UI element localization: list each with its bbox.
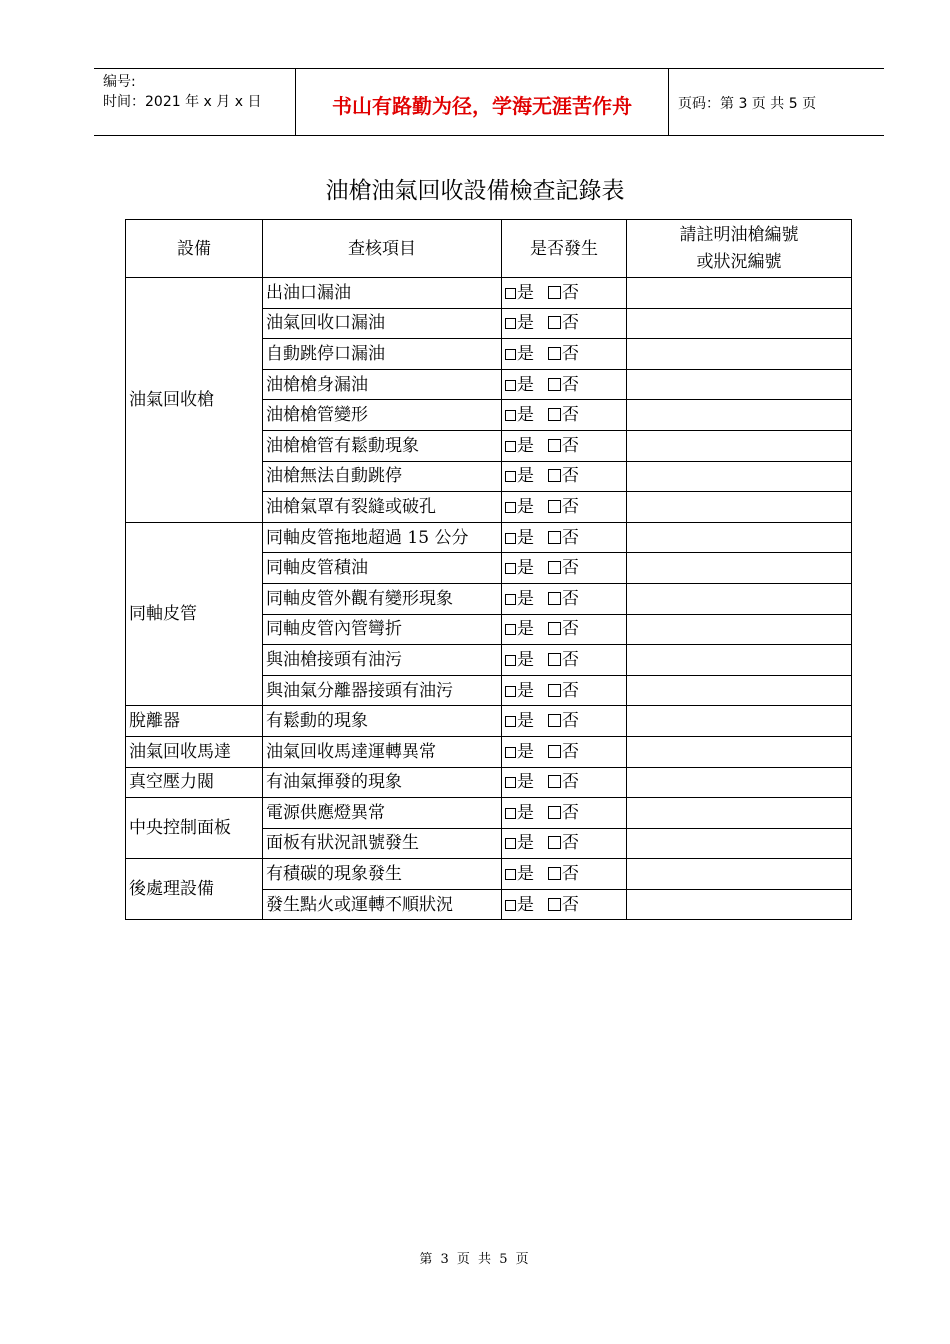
check-item: 與油氣分離器接頭有油污 — [263, 675, 502, 706]
yes-label: 是 — [517, 405, 534, 426]
equipment-category: 油氣回收馬達 — [126, 736, 263, 767]
yes-checkbox[interactable] — [505, 349, 516, 360]
yes-label: 是 — [517, 435, 534, 456]
yes-label: 是 — [517, 466, 534, 487]
note-cell[interactable] — [627, 522, 852, 553]
yes-label: 是 — [517, 680, 534, 701]
page-footer: 第 3 页 共 5 页 — [419, 1252, 531, 1267]
no-label: 否 — [562, 343, 579, 364]
yes-label: 是 — [517, 864, 534, 885]
table-row — [126, 798, 852, 829]
note-cell[interactable] — [627, 798, 852, 829]
occurred-options — [502, 461, 627, 492]
no-checkbox[interactable] — [548, 316, 561, 329]
occurred-options — [502, 828, 627, 859]
occurred-options — [502, 798, 627, 829]
check-item: 有鬆動的現象 — [263, 706, 502, 737]
yes-checkbox[interactable] — [505, 838, 516, 849]
occurred-options — [502, 553, 627, 584]
note-cell[interactable] — [627, 553, 852, 584]
no-label: 否 — [562, 313, 579, 334]
table-row — [126, 736, 852, 767]
yes-label: 是 — [517, 588, 534, 609]
no-checkbox[interactable] — [548, 745, 561, 758]
column-header-note — [627, 220, 852, 278]
no-checkbox[interactable] — [548, 408, 561, 421]
inspection-table — [125, 219, 852, 920]
check-item: 油槍槍管變形 — [263, 400, 502, 431]
note-cell[interactable] — [627, 461, 852, 492]
note-cell[interactable] — [627, 430, 852, 461]
occurred-options — [502, 736, 627, 767]
occurred-options — [502, 645, 627, 676]
occurred-options — [502, 675, 627, 706]
no-checkbox[interactable] — [548, 500, 561, 513]
header-motto: 书山有路勤为径，学海无涯苦作舟 — [332, 94, 632, 118]
table-body — [126, 278, 852, 920]
table-row — [126, 522, 852, 553]
check-item: 同軸皮管積油 — [263, 553, 502, 584]
no-checkbox[interactable] — [548, 653, 561, 666]
check-item: 有積碳的現象發生 — [263, 859, 502, 890]
occurred-options — [502, 308, 627, 339]
no-label: 否 — [562, 374, 579, 395]
header-top-rule — [94, 68, 884, 69]
no-label: 否 — [562, 772, 579, 793]
no-checkbox[interactable] — [548, 439, 561, 452]
note-cell[interactable] — [627, 889, 852, 920]
occurred-options — [502, 583, 627, 614]
note-cell[interactable] — [627, 736, 852, 767]
no-checkbox[interactable] — [548, 836, 561, 849]
no-checkbox[interactable] — [548, 561, 561, 574]
yes-checkbox[interactable] — [505, 624, 516, 635]
yes-checkbox[interactable] — [505, 380, 516, 391]
yes-checkbox[interactable] — [505, 563, 516, 574]
yes-label: 是 — [517, 527, 534, 548]
table-header-row — [126, 220, 852, 278]
equipment-category: 後處理設備 — [126, 859, 263, 920]
table-row — [126, 859, 852, 890]
no-label: 否 — [562, 558, 579, 579]
no-label: 否 — [562, 405, 579, 426]
equipment-category: 同軸皮管 — [126, 522, 263, 706]
equipment-category: 真空壓力閥 — [126, 767, 263, 798]
yes-label: 是 — [517, 772, 534, 793]
check-item: 油氣回收馬達運轉異常 — [263, 736, 502, 767]
yes-checkbox[interactable] — [505, 410, 516, 421]
page-title: 油槍油氣回收設備檢查記錄表 — [325, 178, 625, 204]
check-item: 自動跳停口漏油 — [263, 339, 502, 370]
yes-label: 是 — [517, 313, 534, 334]
document-number-label: 编号: — [103, 74, 136, 90]
note-cell[interactable] — [627, 828, 852, 859]
no-checkbox[interactable] — [548, 684, 561, 697]
occurred-options — [502, 614, 627, 645]
yes-checkbox[interactable] — [505, 686, 516, 697]
occurred-options — [502, 767, 627, 798]
header-page-indicator: 页码：第 3 页 共 5 页 — [678, 96, 817, 112]
no-checkbox[interactable] — [548, 592, 561, 605]
check-item: 油槍氣罩有裂縫或破孔 — [263, 492, 502, 523]
check-item: 同軸皮管內管彎折 — [263, 614, 502, 645]
yes-label: 是 — [517, 711, 534, 732]
no-label: 否 — [562, 802, 579, 823]
no-checkbox[interactable] — [548, 622, 561, 635]
yes-checkbox[interactable] — [505, 594, 516, 605]
no-label: 否 — [562, 588, 579, 609]
yes-label: 是 — [517, 282, 534, 303]
check-item: 發生點火或運轉不順狀況 — [263, 889, 502, 920]
yes-checkbox[interactable] — [505, 318, 516, 329]
check-item: 有油氣揮發的現象 — [263, 767, 502, 798]
yes-checkbox[interactable] — [505, 288, 516, 299]
check-item: 油槍槍身漏油 — [263, 369, 502, 400]
no-label: 否 — [562, 527, 579, 548]
column-header-equipment: 設備 — [126, 220, 263, 278]
yes-label: 是 — [517, 741, 534, 762]
no-label: 否 — [562, 680, 579, 701]
yes-checkbox[interactable] — [505, 441, 516, 452]
column-header-occurred: 是否發生 — [502, 220, 627, 278]
no-label: 否 — [562, 466, 579, 487]
column-header-note-line2: 或狀況編號 — [696, 251, 782, 272]
yes-label: 是 — [517, 619, 534, 640]
occurred-options — [502, 430, 627, 461]
no-label: 否 — [562, 833, 579, 854]
occurred-options — [502, 278, 627, 309]
occurred-options — [502, 889, 627, 920]
check-item: 面板有狀況訊號發生 — [263, 828, 502, 859]
yes-label: 是 — [517, 496, 534, 517]
equipment-category: 脫離器 — [126, 706, 263, 737]
yes-label: 是 — [517, 894, 534, 915]
yes-checkbox[interactable] — [505, 747, 516, 758]
occurred-options — [502, 369, 627, 400]
occurred-options — [502, 859, 627, 890]
check-item: 出油口漏油 — [263, 278, 502, 309]
no-label: 否 — [562, 282, 579, 303]
yes-checkbox[interactable] — [505, 471, 516, 482]
yes-label: 是 — [517, 558, 534, 579]
occurred-options — [502, 522, 627, 553]
no-label: 否 — [562, 894, 579, 915]
no-label: 否 — [562, 619, 579, 640]
check-item: 油氣回收口漏油 — [263, 308, 502, 339]
no-checkbox[interactable] — [548, 286, 561, 299]
check-item: 同軸皮管外觀有變形現象 — [263, 583, 502, 614]
occurred-options — [502, 400, 627, 431]
no-checkbox[interactable] — [548, 867, 561, 880]
check-item: 油槍槍管有鬆動現象 — [263, 430, 502, 461]
column-header-note-line1: 請註明油槍編號 — [679, 224, 799, 245]
no-checkbox[interactable] — [548, 531, 561, 544]
note-cell[interactable] — [627, 400, 852, 431]
note-cell[interactable] — [627, 675, 852, 706]
header-divider — [668, 68, 669, 135]
no-checkbox[interactable] — [548, 347, 561, 360]
check-item: 電源供應燈異常 — [263, 798, 502, 829]
yes-label: 是 — [517, 374, 534, 395]
no-checkbox[interactable] — [548, 806, 561, 819]
header-bottom-rule — [94, 135, 884, 136]
note-cell[interactable] — [627, 278, 852, 309]
check-item: 同軸皮管拖地超過 15 公分 — [263, 522, 502, 553]
note-cell[interactable] — [627, 767, 852, 798]
note-cell[interactable] — [627, 308, 852, 339]
no-checkbox[interactable] — [548, 714, 561, 727]
yes-label: 是 — [517, 833, 534, 854]
no-label: 否 — [562, 496, 579, 517]
check-item: 油槍無法自動跳停 — [263, 461, 502, 492]
note-cell[interactable] — [627, 492, 852, 523]
note-cell[interactable] — [627, 859, 852, 890]
yes-checkbox[interactable] — [505, 777, 516, 788]
no-label: 否 — [562, 649, 579, 670]
table-row — [126, 706, 852, 737]
note-cell[interactable] — [627, 614, 852, 645]
header-meta — [103, 72, 261, 112]
document-time-label: 时间：2021 年 x 月 x 日 — [103, 94, 262, 110]
yes-checkbox[interactable] — [505, 533, 516, 544]
occurred-options — [502, 492, 627, 523]
note-cell[interactable] — [627, 706, 852, 737]
yes-checkbox[interactable] — [505, 900, 516, 911]
no-checkbox[interactable] — [548, 469, 561, 482]
yes-checkbox[interactable] — [505, 502, 516, 513]
yes-checkbox[interactable] — [505, 716, 516, 727]
no-label: 否 — [562, 864, 579, 885]
no-label: 否 — [562, 435, 579, 456]
yes-checkbox[interactable] — [505, 808, 516, 819]
equipment-category: 油氣回收槍 — [126, 278, 263, 523]
no-checkbox[interactable] — [548, 775, 561, 788]
table-row — [126, 278, 852, 309]
equipment-category: 中央控制面板 — [126, 798, 263, 859]
yes-label: 是 — [517, 802, 534, 823]
yes-label: 是 — [517, 343, 534, 364]
column-header-item: 查核項目 — [263, 220, 502, 278]
no-checkbox[interactable] — [548, 378, 561, 391]
note-cell[interactable] — [627, 583, 852, 614]
check-item: 與油槍接頭有油污 — [263, 645, 502, 676]
no-checkbox[interactable] — [548, 898, 561, 911]
no-label: 否 — [562, 741, 579, 762]
table-row — [126, 767, 852, 798]
note-cell[interactable] — [627, 369, 852, 400]
yes-checkbox[interactable] — [505, 655, 516, 666]
yes-label: 是 — [517, 649, 534, 670]
no-label: 否 — [562, 711, 579, 732]
occurred-options — [502, 339, 627, 370]
occurred-options — [502, 706, 627, 737]
yes-checkbox[interactable] — [505, 869, 516, 880]
note-cell[interactable] — [627, 645, 852, 676]
note-cell[interactable] — [627, 339, 852, 370]
